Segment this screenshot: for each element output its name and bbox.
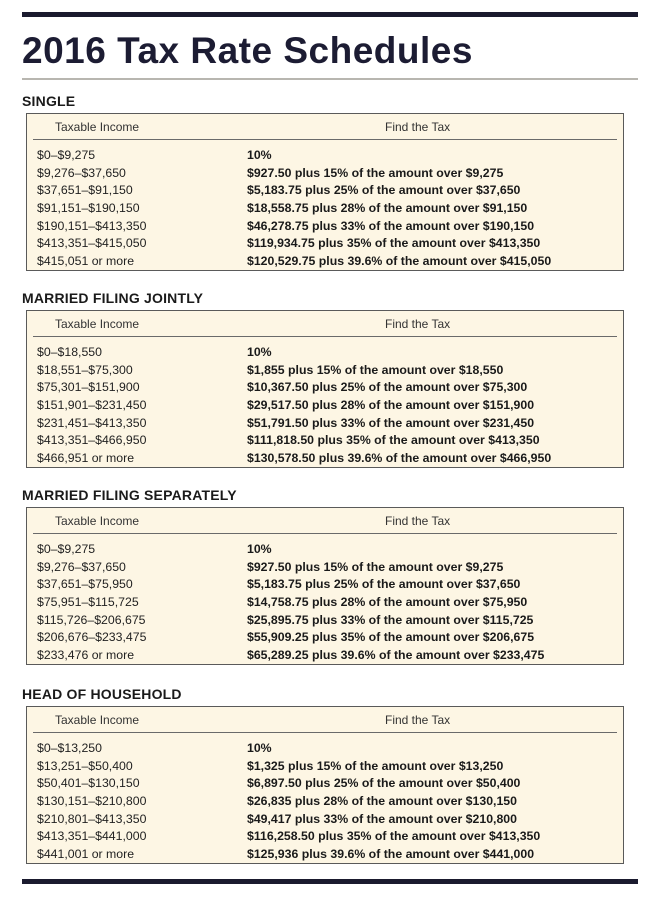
top-rule bbox=[22, 12, 638, 17]
table-row bbox=[37, 182, 617, 200]
income-range: $91,151–$190,150 bbox=[37, 201, 140, 216]
income-range: $0–$9,275 bbox=[37, 542, 96, 556]
table-row bbox=[37, 541, 617, 559]
tax-formula: $18,558.75 plus 28% of the amount over $91,150 bbox=[247, 201, 528, 216]
header-rule bbox=[33, 139, 617, 140]
table-row bbox=[37, 218, 617, 236]
table-row bbox=[37, 200, 617, 218]
table-rows bbox=[37, 147, 617, 271]
income-range: $37,651–$75,950 bbox=[37, 577, 133, 592]
income-range: $210,801–$413,350 bbox=[37, 811, 147, 826]
income-range: $206,676–$233,475 bbox=[37, 630, 147, 645]
tax-formula: $29,517.50 plus 28% of the amount over $151,900 bbox=[247, 398, 535, 413]
income-range: $0–$9,275 bbox=[37, 148, 96, 162]
table-row bbox=[37, 647, 617, 665]
table-row bbox=[37, 811, 617, 829]
income-range: $115,726–$206,675 bbox=[37, 612, 146, 627]
tax-formula: 10% bbox=[247, 345, 272, 359]
table-row bbox=[37, 450, 617, 468]
schedule-table bbox=[26, 310, 624, 468]
table-row bbox=[37, 432, 617, 450]
table-row bbox=[37, 559, 617, 577]
income-range: $0–$13,250 bbox=[37, 741, 102, 755]
tax-formula: $6,897.50 plus 25% of the amount over $50,400 bbox=[247, 776, 521, 791]
section-title: MARRIED FILING JOINTLY bbox=[22, 290, 204, 306]
table-row bbox=[37, 253, 617, 271]
tax-formula: $927.50 plus 15% of the amount over $9,275 bbox=[247, 165, 504, 180]
page-title: 2016 Tax Rate Schedules bbox=[22, 30, 473, 71]
table-row bbox=[37, 235, 617, 253]
income-range: $413,351–$441,000 bbox=[37, 829, 147, 844]
column-header-tax: Find the Tax bbox=[385, 317, 451, 331]
tax-formula: $10,367.50 plus 25% of the amount over $75,300 bbox=[247, 380, 528, 395]
tax-formula: $49,417 plus 33% of the amount over $210,800 bbox=[247, 811, 517, 826]
table-row bbox=[37, 775, 617, 793]
income-range: $415,051 or more bbox=[37, 254, 135, 269]
table-row bbox=[37, 793, 617, 811]
table-row bbox=[37, 740, 617, 758]
income-range: $231,451–$413,350 bbox=[37, 415, 147, 430]
tax-formula: $25,895.75 plus 33% of the amount over $115,725 bbox=[247, 612, 534, 627]
bottom-rule bbox=[22, 879, 638, 884]
section-title: HEAD OF HOUSEHOLD bbox=[22, 686, 182, 702]
column-header-income: Taxable Income bbox=[55, 317, 140, 331]
schedule-table bbox=[26, 507, 624, 665]
income-range: $37,651–$91,150 bbox=[37, 183, 133, 198]
schedule-table bbox=[26, 706, 624, 864]
column-header-income: Taxable Income bbox=[55, 514, 140, 528]
table-row bbox=[37, 629, 617, 647]
tax-formula: $111,818.50 plus 35% of the amount over $413,350 bbox=[247, 433, 540, 448]
income-range: $9,276–$37,650 bbox=[37, 559, 126, 574]
tax-formula: $119,934.75 plus 35% of the amount over $413,350 bbox=[247, 236, 541, 251]
section-title: SINGLE bbox=[22, 93, 76, 109]
income-range: $233,476 or more bbox=[37, 648, 135, 663]
table-row bbox=[37, 828, 617, 846]
table-rows bbox=[37, 541, 617, 665]
tax-formula: $5,183.75 plus 25% of the amount over $37,650 bbox=[247, 183, 521, 198]
tax-formula: $55,909.25 plus 35% of the amount over $206,675 bbox=[247, 630, 535, 645]
tax-formula: $46,278.75 plus 33% of the amount over $190,150 bbox=[247, 218, 535, 233]
income-range: $151,901–$231,450 bbox=[37, 398, 147, 413]
tax-formula: 10% bbox=[247, 542, 272, 556]
tax-formula: $14,758.75 plus 28% of the amount over $75,950 bbox=[247, 595, 528, 610]
income-range: $50,401–$130,150 bbox=[37, 776, 140, 791]
tax-formula: $125,936 plus 39.6% of the amount over $441,000 bbox=[247, 847, 535, 862]
table-row bbox=[37, 397, 617, 415]
table-row bbox=[37, 415, 617, 433]
column-header-tax: Find the Tax bbox=[385, 514, 451, 528]
header-rule bbox=[33, 732, 617, 733]
tax-formula: $130,578.50 plus 39.6% of the amount over $466,950 bbox=[247, 451, 552, 466]
tax-formula: $26,835 plus 28% of the amount over $130,150 bbox=[247, 794, 517, 809]
column-header-tax: Find the Tax bbox=[385, 120, 451, 134]
title-rule bbox=[22, 78, 638, 80]
tax-formula: $120,529.75 plus 39.6% of the amount over $415,050 bbox=[247, 254, 552, 269]
income-range: $466,951 or more bbox=[37, 451, 135, 466]
table-row bbox=[37, 758, 617, 776]
table-row bbox=[37, 594, 617, 612]
tax-formula: $5,183.75 plus 25% of the amount over $37,650 bbox=[247, 577, 521, 592]
table-row bbox=[37, 846, 617, 864]
tax-formula: $927.50 plus 15% of the amount over $9,275 bbox=[247, 559, 504, 574]
schedule-table bbox=[26, 113, 624, 271]
tax-formula: $51,791.50 plus 33% of the amount over $231,450 bbox=[247, 415, 535, 430]
table-row bbox=[37, 147, 617, 165]
income-range: $18,551–$75,300 bbox=[37, 362, 133, 377]
table-rows bbox=[37, 344, 617, 468]
income-range: $190,151–$413,350 bbox=[37, 218, 147, 233]
header-rule bbox=[33, 336, 617, 337]
tax-formula: $65,289.25 plus 39.6% of the amount over $233,475 bbox=[247, 648, 545, 663]
table-row bbox=[37, 165, 617, 183]
tax-formula: 10% bbox=[247, 741, 272, 755]
income-range: $413,351–$466,950 bbox=[37, 433, 147, 448]
income-range: $13,251–$50,400 bbox=[37, 758, 133, 773]
section-title: MARRIED FILING SEPARATELY bbox=[22, 487, 237, 503]
table-row bbox=[37, 344, 617, 362]
column-header-income: Taxable Income bbox=[55, 120, 140, 134]
header-rule bbox=[33, 533, 617, 534]
income-range: $9,276–$37,650 bbox=[37, 165, 126, 180]
table-rows bbox=[37, 740, 617, 864]
income-range: $130,151–$210,800 bbox=[37, 794, 147, 809]
table-row bbox=[37, 576, 617, 594]
table-row bbox=[37, 379, 617, 397]
income-range: $75,301–$151,900 bbox=[37, 380, 140, 395]
column-header-income: Taxable Income bbox=[55, 713, 140, 727]
table-row bbox=[37, 362, 617, 380]
table-row bbox=[37, 612, 617, 630]
tax-formula: $1,855 plus 15% of the amount over $18,550 bbox=[247, 362, 504, 377]
income-range: $413,351–$415,050 bbox=[37, 236, 147, 251]
tax-formula: $1,325 plus 15% of the amount over $13,250 bbox=[247, 758, 504, 773]
income-range: $0–$18,550 bbox=[37, 345, 102, 359]
income-range: $441,001 or more bbox=[37, 847, 135, 862]
tax-formula: $116,258.50 plus 35% of the amount over $413,350 bbox=[247, 829, 541, 844]
tax-formula: 10% bbox=[247, 148, 272, 162]
column-header-tax: Find the Tax bbox=[385, 713, 451, 727]
income-range: $75,951–$115,725 bbox=[37, 595, 139, 610]
